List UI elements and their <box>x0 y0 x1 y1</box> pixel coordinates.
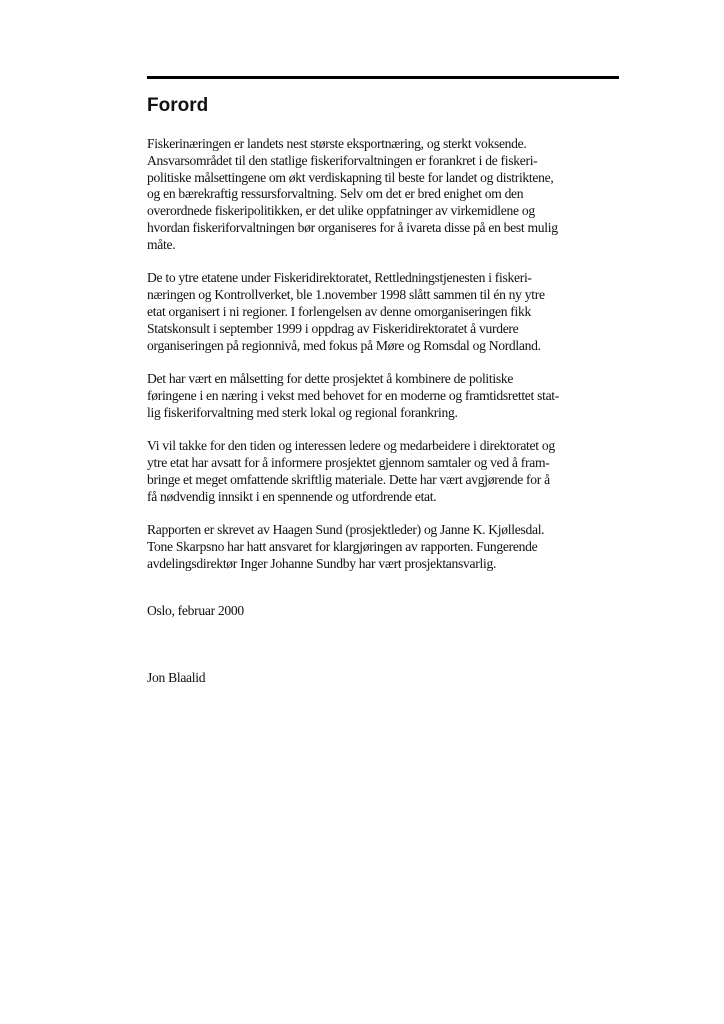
text-line: Rapporten er skrevet av Haagen Sund (prosjektleder) og Janne K. Kjøllesdal. <box>147 522 545 538</box>
text-line: ytre etat har avsatt for å informere prosjektet gjennom samtaler og ved å fram- <box>147 455 550 471</box>
text-line: Statskonsult i september 1999 i oppdrag av Fiskeridirektoratet å vurdere <box>147 320 519 336</box>
text-line: måte. <box>147 236 176 252</box>
text-line: bringe et meget omfattende skriftlig materiale. Dette har vært avgjørende for å <box>147 471 550 487</box>
text-line: politiske målsettingene om økt verdiskapning til beste for landet og distriktene, <box>147 169 554 185</box>
text-line: avdelingsdirektør Inger Johanne Sundby har vært prosjektansvarlig. <box>147 555 497 571</box>
signature-name: Jon Blaalid <box>147 670 206 685</box>
foreword-body <box>147 136 619 590</box>
text-line: lig fiskeriforvaltning med sterk lokal og regional forankring. <box>147 404 458 420</box>
paragraph-goal <box>147 371 619 421</box>
text-line: De to ytre etatene under Fiskeridirektoratet, Rettledningstjenesten i fiskeri- <box>147 270 532 286</box>
place-and-date: Oslo, februar 2000 <box>147 603 244 618</box>
text-line: og en bærekraftig ressursforvaltning. Selv om det er bred enighet om den <box>147 186 524 202</box>
text-line: næringen og Kontrollverket, ble 1.november 1998 slått sammen til én ny ytre <box>147 287 545 303</box>
top-rule <box>147 76 619 79</box>
document-page <box>147 0 619 1024</box>
text-line: Ansvarsområdet til den statlige fiskeriforvaltningen er forankret i de fiskeri- <box>147 152 538 168</box>
text-line: Det har vært en målsetting for dette prosjektet å kombinere de politiske <box>147 371 514 387</box>
paragraph-intro <box>147 136 619 254</box>
paragraph-thanks <box>147 438 619 505</box>
text-line: etat organisert i ni regioner. I forlengelsen av denne omorganiseringen fikk <box>147 303 532 319</box>
text-line: overordnede fiskeripolitikken, er det ulike oppfatninger av virkemidlene og <box>147 203 535 219</box>
page-title: Forord <box>147 95 209 116</box>
text-line: Fiskerinæringen er landets nest største eksportnæring, og sterkt voksende. <box>147 136 527 151</box>
text-line: få nødvendig innsikt i en spennende og utfordrende etat. <box>147 488 437 504</box>
text-line: Vi vil takke for den tiden og interessen ledere og medarbeidere i direktoratet og <box>147 438 555 454</box>
text-line: Tone Skarpsno har hatt ansvaret for klargjøringen av rapporten. Fungerende <box>147 539 538 555</box>
text-line: føringene i en næring i vekst med behovet for en moderne og framtidsrettet stat- <box>147 387 560 403</box>
paragraph-authors <box>147 522 619 572</box>
paragraph-reorganisation <box>147 270 619 354</box>
text-line: organiseringen på regionnivå, med fokus på Møre og Romsdal og Nordland. <box>147 337 541 353</box>
text-line: hvordan fiskeriforvaltningen bør organiseres for å ivareta disse på en best mulig <box>147 219 558 235</box>
